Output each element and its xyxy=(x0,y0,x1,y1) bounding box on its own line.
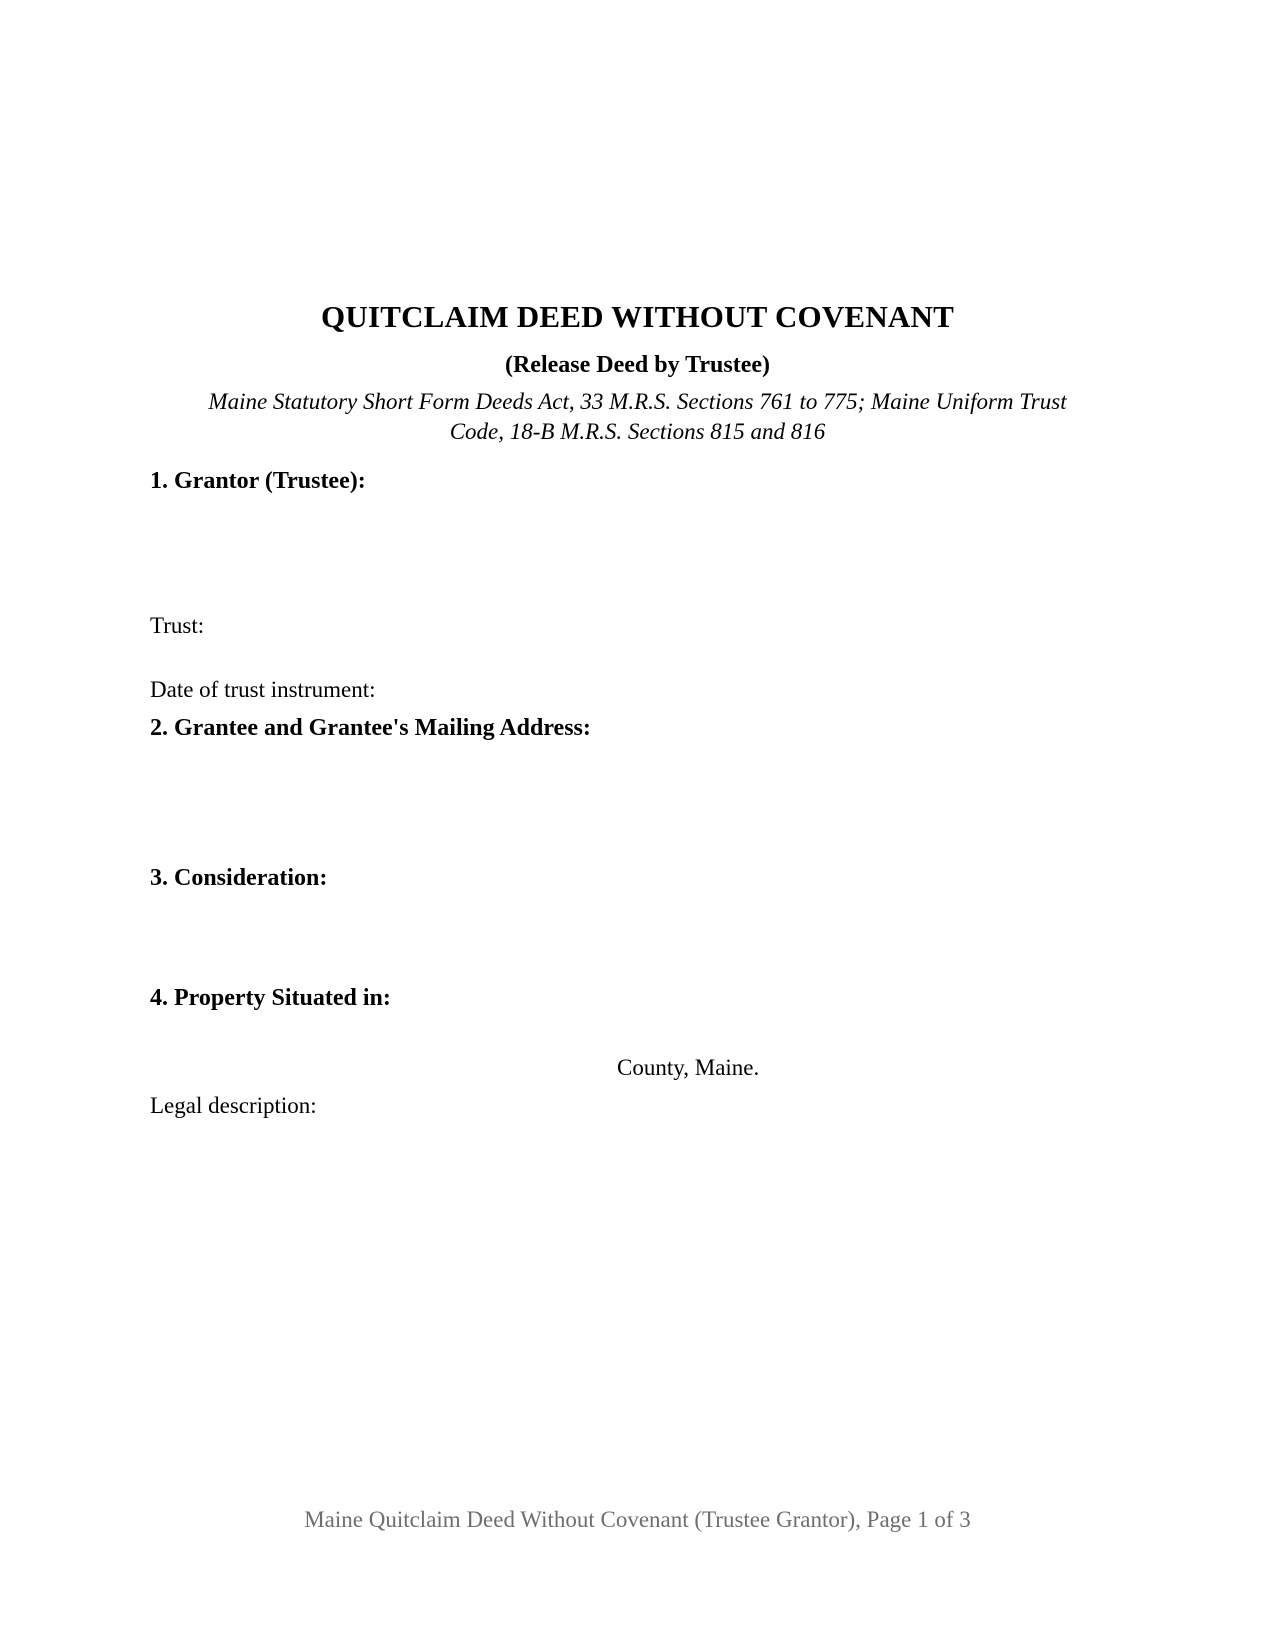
grantor-heading: 1. Grantor (Trustee): xyxy=(150,468,366,494)
trust-label: Trust: xyxy=(150,613,205,638)
county-text: County, Maine. xyxy=(617,1055,760,1080)
page-footer: Maine Quitclaim Deed Without Covenant (Trustee Grantor), Page 1 of 3 xyxy=(304,1507,971,1532)
statute-line-2: Code, 18-B M.R.S. Sections 815 and 816 xyxy=(449,419,826,444)
grantee-heading: 2. Grantee and Grantee's Mailing Address: xyxy=(150,715,591,741)
trust-date-label: Date of trust instrument: xyxy=(150,677,376,702)
consideration-heading: 3. Consideration: xyxy=(150,865,328,891)
property-heading: 4. Property Situated in: xyxy=(150,985,391,1011)
document-title: QUITCLAIM DEED WITHOUT COVENANT xyxy=(321,299,954,334)
statute-line-1: Maine Statutory Short Form Deeds Act, 33 M.R.S. Sections 761 to 775; Maine Uniform Trust xyxy=(208,389,1067,414)
statute-reference xyxy=(150,387,1125,447)
legal-description-label: Legal description: xyxy=(150,1093,317,1118)
document-subtitle: (Release Deed by Trustee) xyxy=(504,352,771,378)
